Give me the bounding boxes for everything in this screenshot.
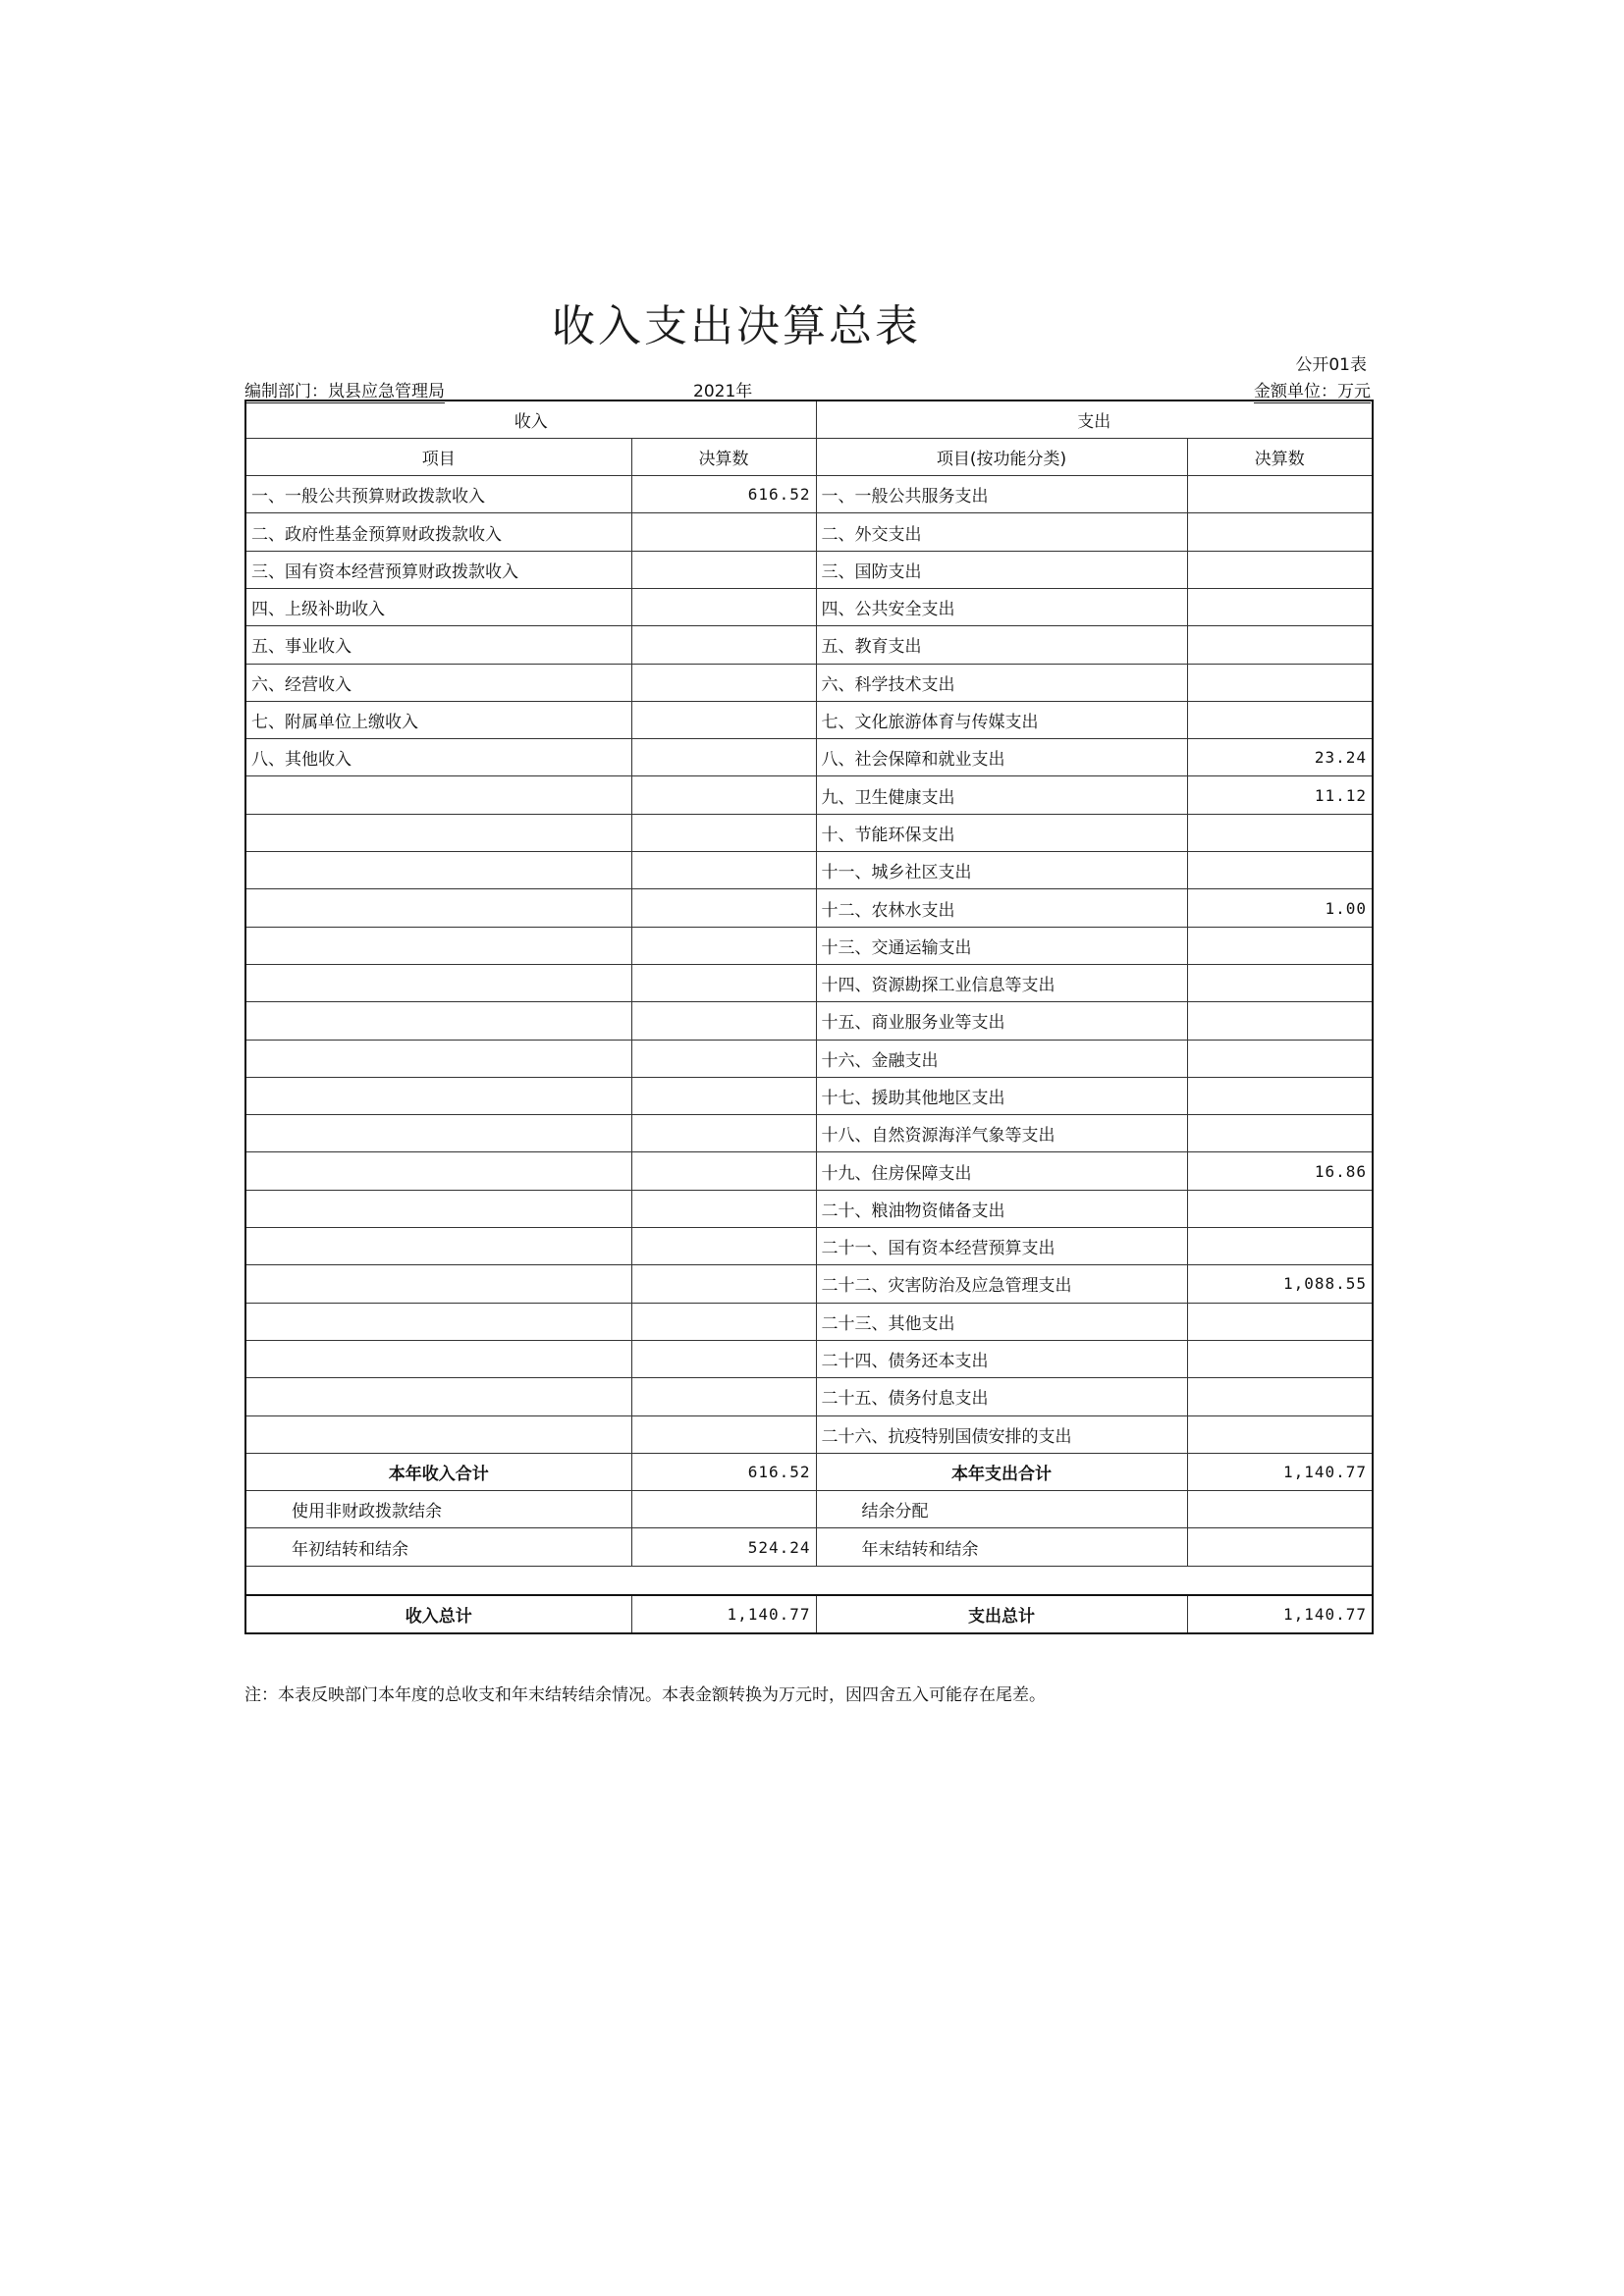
expense-amount — [1187, 1340, 1373, 1377]
income-item — [245, 1228, 631, 1265]
income-amount — [631, 1415, 816, 1453]
income-item: 二、政府性基金预算财政拨款收入 — [245, 513, 631, 551]
income-amount — [631, 1002, 816, 1040]
income-amount — [631, 626, 816, 664]
expense-item: 十四、资源勘探工业信息等支出 — [816, 964, 1187, 1001]
expense-item: 十、节能环保支出 — [816, 814, 1187, 851]
income-item — [245, 964, 631, 1001]
income-amount — [631, 1303, 816, 1340]
table-row — [245, 513, 1373, 551]
table-row — [245, 1002, 1373, 1040]
table-row — [245, 776, 1373, 814]
expense-item: 十九、住房保障支出 — [816, 1152, 1187, 1190]
expense-amount — [1187, 1115, 1373, 1152]
expense-item: 七、文化旅游体育与传媒支出 — [816, 701, 1187, 738]
expense-item: 四、公共安全支出 — [816, 588, 1187, 625]
income-item: 三、国有资本经营预算财政拨款收入 — [245, 551, 631, 588]
expense-amount — [1187, 664, 1373, 701]
income-grand-total: 1,140.77 — [631, 1595, 816, 1632]
expense-item: 十五、商业服务业等支出 — [816, 1002, 1187, 1040]
expense-item: 二十五、债务付息支出 — [816, 1378, 1187, 1415]
table-row — [245, 927, 1373, 964]
year-total-row — [245, 1453, 1373, 1490]
expense-amount — [1187, 1002, 1373, 1040]
expense-item: 二十二、灾害防治及应急管理支出 — [816, 1265, 1187, 1303]
income-amount — [631, 739, 816, 776]
spacer-cell — [245, 1566, 1373, 1595]
income-amount — [631, 852, 816, 889]
expense-amount — [1187, 927, 1373, 964]
column-header-row — [245, 438, 1373, 475]
expense-item: 八、社会保障和就业支出 — [816, 739, 1187, 776]
non-fiscal-balance-label: 使用非财政拨款结余 — [245, 1491, 631, 1528]
year-expense-total: 1,140.77 — [1187, 1453, 1373, 1490]
end-carryover — [1187, 1528, 1373, 1566]
income-item — [245, 889, 631, 927]
income-item — [245, 776, 631, 814]
grand-total-row — [245, 1595, 1373, 1632]
expense-amount — [1187, 1415, 1373, 1453]
income-amount — [631, 664, 816, 701]
expense-item: 一、一般公共服务支出 — [816, 476, 1187, 513]
income-amount — [631, 814, 816, 851]
expense-item: 二、外交支出 — [816, 513, 1187, 551]
carryover-row — [245, 1528, 1373, 1566]
balance-row — [245, 1491, 1373, 1528]
year-income-total: 616.52 — [631, 1453, 816, 1490]
income-amount — [631, 1228, 816, 1265]
income-item — [245, 1152, 631, 1190]
expense-item: 十一、城乡社区支出 — [816, 852, 1187, 889]
income-amount — [631, 513, 816, 551]
table-row — [245, 476, 1373, 513]
expense-amount — [1187, 588, 1373, 625]
table-row — [245, 1340, 1373, 1377]
col-income-amount: 决算数 — [631, 438, 816, 475]
expense-amount — [1187, 814, 1373, 851]
expense-item: 五、教育支出 — [816, 626, 1187, 664]
income-item: 四、上级补助收入 — [245, 588, 631, 625]
income-amount — [631, 1040, 816, 1077]
income-amount — [631, 927, 816, 964]
expense-amount — [1187, 551, 1373, 588]
expense-item: 二十、粮油物资储备支出 — [816, 1190, 1187, 1227]
income-amount: 616.52 — [631, 476, 816, 513]
income-amount — [631, 551, 816, 588]
year-expense-total-label: 本年支出合计 — [816, 1453, 1187, 1490]
expense-item: 十二、农林水支出 — [816, 889, 1187, 927]
expense-amount — [1187, 476, 1373, 513]
expense-amount — [1187, 964, 1373, 1001]
table-row — [245, 626, 1373, 664]
expense-amount: 11.12 — [1187, 776, 1373, 814]
expense-item: 三、国防支出 — [816, 551, 1187, 588]
table-row — [245, 1040, 1373, 1077]
expense-item: 二十一、国有资本经营预算支出 — [816, 1228, 1187, 1265]
table-row — [245, 814, 1373, 851]
expense-item: 二十六、抗疫特别国债安排的支出 — [816, 1415, 1187, 1453]
income-item — [245, 1265, 631, 1303]
income-item — [245, 1378, 631, 1415]
budget-table — [244, 400, 1374, 1634]
expense-amount — [1187, 701, 1373, 738]
expense-amount — [1187, 1228, 1373, 1265]
income-item — [245, 814, 631, 851]
table-row — [245, 588, 1373, 625]
table-row — [245, 889, 1373, 927]
expense-item: 六、科学技术支出 — [816, 664, 1187, 701]
expense-amount — [1187, 1077, 1373, 1114]
department-label: 编制部门：岚县应急管理局 — [244, 377, 445, 403]
table-row — [245, 701, 1373, 738]
table-row — [245, 852, 1373, 889]
expense-amount — [1187, 1378, 1373, 1415]
income-amount — [631, 588, 816, 625]
year-label: 2021年 — [693, 382, 753, 401]
end-carryover-label: 年末结转和结余 — [816, 1528, 1187, 1566]
income-item — [245, 1040, 631, 1077]
year-income-total-label: 本年收入合计 — [245, 1453, 631, 1490]
income-item — [245, 1002, 631, 1040]
col-expense-amount: 决算数 — [1187, 438, 1373, 475]
income-item — [245, 1077, 631, 1114]
income-item — [245, 1303, 631, 1340]
table-row — [245, 551, 1373, 588]
table-row — [245, 1152, 1373, 1190]
section-header-row — [245, 400, 1373, 438]
income-item: 七、附属单位上缴收入 — [245, 701, 631, 738]
income-amount — [631, 1340, 816, 1377]
income-item — [245, 1115, 631, 1152]
table-row — [245, 964, 1373, 1001]
expense-amount — [1187, 852, 1373, 889]
table-row — [245, 664, 1373, 701]
income-amount — [631, 1115, 816, 1152]
table-row — [245, 1265, 1373, 1303]
expense-amount: 1,088.55 — [1187, 1265, 1373, 1303]
income-item — [245, 1340, 631, 1377]
income-header: 收入 — [245, 400, 816, 438]
expense-item: 十六、金融支出 — [816, 1040, 1187, 1077]
income-item: 一、一般公共预算财政拨款收入 — [245, 476, 631, 513]
income-item: 六、经营收入 — [245, 664, 631, 701]
income-amount — [631, 776, 816, 814]
non-fiscal-balance — [631, 1491, 816, 1528]
expense-grand-total: 1,140.77 — [1187, 1595, 1373, 1632]
begin-carryover-label: 年初结转和结余 — [245, 1528, 631, 1566]
form-code: 公开01表 — [1295, 355, 1367, 375]
income-item — [245, 1415, 631, 1453]
spacer-row — [245, 1566, 1373, 1595]
table-row — [245, 1303, 1373, 1340]
expense-item: 二十四、债务还本支出 — [816, 1340, 1187, 1377]
col-income-item: 项目 — [245, 438, 631, 475]
page-title: 收入支出决算总表 — [552, 301, 921, 351]
expense-amount: 23.24 — [1187, 739, 1373, 776]
table-row — [245, 1378, 1373, 1415]
expense-item: 十八、自然资源海洋气象等支出 — [816, 1115, 1187, 1152]
surplus-distribution-label: 结余分配 — [816, 1491, 1187, 1528]
expense-amount — [1187, 1040, 1373, 1077]
col-expense-item: 项目(按功能分类) — [816, 438, 1187, 475]
unit-label: 金额单位：万元 — [1254, 377, 1371, 403]
income-amount — [631, 701, 816, 738]
income-grand-total-label: 收入总计 — [245, 1595, 631, 1632]
expense-amount — [1187, 626, 1373, 664]
table-row — [245, 1115, 1373, 1152]
income-item — [245, 852, 631, 889]
expense-item: 九、卫生健康支出 — [816, 776, 1187, 814]
income-item — [245, 927, 631, 964]
income-item: 五、事业收入 — [245, 626, 631, 664]
income-item: 八、其他收入 — [245, 739, 631, 776]
expense-item: 二十三、其他支出 — [816, 1303, 1187, 1340]
income-amount — [631, 1190, 816, 1227]
expense-amount — [1187, 513, 1373, 551]
expense-item: 十七、援助其他地区支出 — [816, 1077, 1187, 1114]
expense-amount: 16.86 — [1187, 1152, 1373, 1190]
table-row — [245, 739, 1373, 776]
table-row — [245, 1415, 1373, 1453]
expense-amount: 1.00 — [1187, 889, 1373, 927]
table-row — [245, 1228, 1373, 1265]
income-amount — [631, 1265, 816, 1303]
expense-amount — [1187, 1303, 1373, 1340]
income-item — [245, 1190, 631, 1227]
footnote: 注：本表反映部门本年度的总收支和年末结转结余情况。本表金额转换为万元时，因四舍五入可能存在尾差。 — [244, 1685, 1046, 1705]
expense-amount — [1187, 1190, 1373, 1227]
expense-grand-total-label: 支出总计 — [816, 1595, 1187, 1632]
income-amount — [631, 964, 816, 1001]
expense-item: 十三、交通运输支出 — [816, 927, 1187, 964]
income-amount — [631, 1378, 816, 1415]
table-row — [245, 1190, 1373, 1227]
table-row — [245, 1077, 1373, 1114]
income-amount — [631, 889, 816, 927]
expense-header: 支出 — [816, 400, 1373, 438]
income-amount — [631, 1077, 816, 1114]
surplus-distribution — [1187, 1491, 1373, 1528]
begin-carryover: 524.24 — [631, 1528, 816, 1566]
income-amount — [631, 1152, 816, 1190]
